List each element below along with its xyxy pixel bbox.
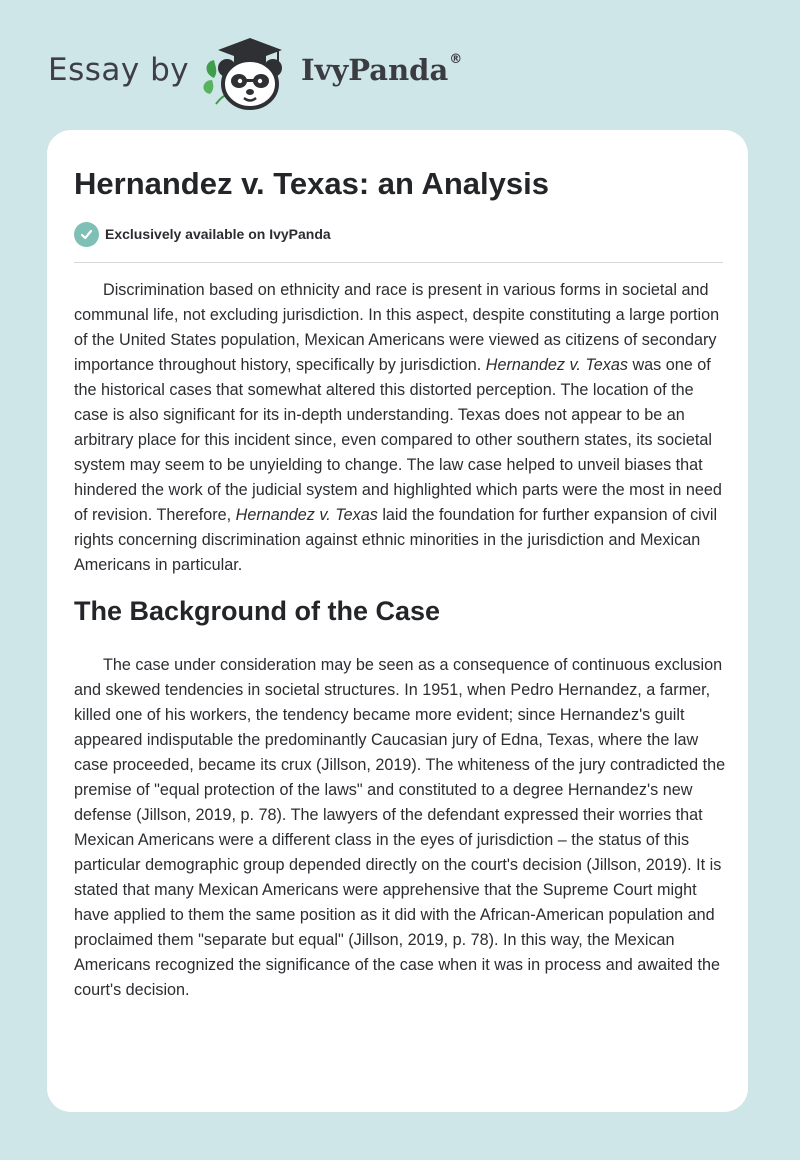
exclusive-badge-text: Exclusively available on IvyPanda	[105, 226, 331, 242]
registered-mark: ®	[449, 52, 463, 68]
exclusive-badge	[74, 221, 331, 247]
brand-text: IvyPanda	[301, 53, 449, 87]
case-name-italic: Hernandez v. Texas	[485, 356, 628, 374]
text-segment: was one of the historical cases that somewhat altered this distorted perception. The location of the case is also significant for its in-depth understanding. Texas does not appear to be an arbitrary place for this incident since, even compared to other southern states, its societal system may seem to be unyielding to change. The law case helped to unveil biases that hindered the work of the judicial system and highlighted which parts were the most in need of revision. Therefore,	[74, 356, 722, 524]
essay-by-label: Essay by	[48, 52, 190, 88]
text-segment: laid the foundation for further expansion of civil rights concerning discrimination against ethnic minorities in the jurisdiction and Mexican Americans in particular.	[74, 506, 718, 574]
divider	[74, 262, 723, 263]
section-heading: The Background of the Case	[74, 596, 441, 626]
panda-graduate-icon	[200, 34, 296, 110]
text-segment: Discrimination based on ethnicity and race is present in various forms in societal and communal life, not excluding jurisdiction. In this aspect, despite constituting a large portion of the United States population, Mexican Americans were viewed as citizens of secondary importance throughout history, specifically by jurisdiction.	[74, 281, 720, 374]
intro-paragraph	[74, 278, 726, 578]
article-title: Hernandez v. Texas: an Analysis	[74, 166, 549, 201]
background-paragraph: The case under consideration may be seen as a consequence of continuous exclusion and skewed tendencies in societal structures. In 1951, when Pedro Hernandez, a farmer, killed one of his workers, the tendency became more evident; since Hernandez's guilt appeared indisputable the predominantly Caucasian jury of Edna, Texas, where the law case proceeded, became its crux (Jillson, 2019). The whiteness of the jury contradicted the premise of "equal protection of the laws" and constituted to a degree Hernandez's new defense (Jillson, 2019, p. 78). The lawyers of the defendant expressed their worries that Mexican Americans were a different class in the eyes of jurisdiction – the status of this particular demographic group depended directly on the court's decision (Jillson, 2019). It is stated that many Mexican Americans were apprehensive that the Supreme Court might have applied to them the same position as it did with the African-American population and proclaimed them "separate but equal" (Jillson, 2019, p. 78). In this way, the Mexican Americans recognized the significance of the case when it was in process and awaited the court's decision.	[74, 656, 726, 999]
article-card	[47, 130, 748, 1112]
checkmark-icon	[74, 222, 99, 247]
brand-name	[301, 53, 461, 87]
case-name-italic: Hernandez v. Texas	[235, 506, 378, 524]
site-header	[48, 34, 568, 110]
